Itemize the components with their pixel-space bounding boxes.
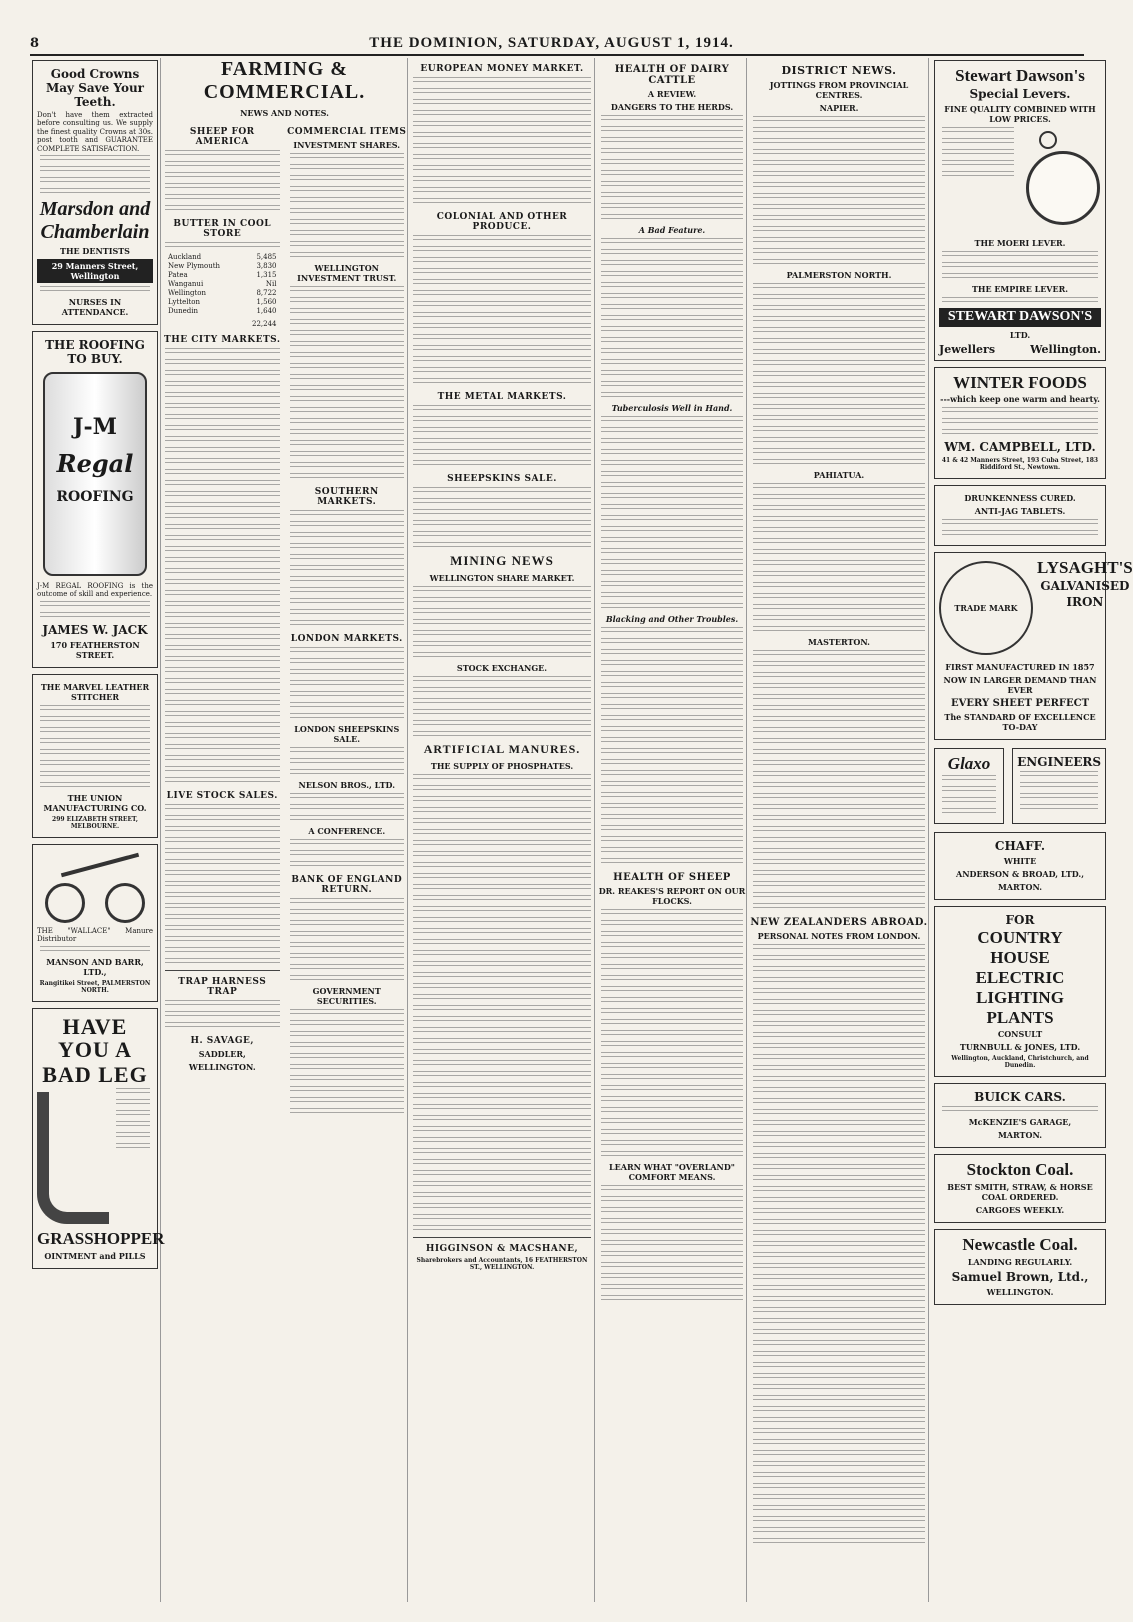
- chaff-head: CHAFF.: [994, 839, 1046, 854]
- lysaght-now: NOW IN LARGER DEMAND THAN EVER: [943, 675, 1097, 696]
- higginson-firm: HIGGINSON & MACSHANE,: [425, 1244, 579, 1254]
- butter-row: [168, 289, 277, 298]
- sheep-head: SHEEP FOR AMERICA: [189, 127, 255, 147]
- london-head: LONDON MARKETS.: [290, 634, 403, 644]
- lysaght-name: LYSAGHT'S: [1037, 558, 1133, 578]
- lysaght-sub2: IRON: [1066, 595, 1104, 610]
- column-district: [750, 58, 929, 1602]
- butter-head: BUTTER IN COOL STORE: [173, 219, 272, 239]
- higginson-address: Sharebrokers and Accountants, 16 FEATHERSTON ST., WELLINGTON.: [416, 1257, 588, 1271]
- column-farming: [162, 58, 408, 1602]
- can-label-roofing: ROOFING: [56, 488, 134, 505]
- country-l3: HOUSE: [990, 948, 1050, 968]
- ad-roofing: [32, 331, 158, 668]
- column-ads-left: [30, 58, 165, 1602]
- badleg-foot: OINTMENT and PILLS: [44, 1250, 146, 1261]
- dairy-review: A REVIEW.: [647, 89, 697, 99]
- drunk-head: DRUNKENNESS CURED.: [964, 493, 1076, 504]
- sheep-health-head: HEALTH OF SHEEP: [613, 872, 731, 883]
- napier-head: NAPIER.: [819, 103, 859, 113]
- southern-head: SOUTHERN MARKETS.: [314, 487, 379, 507]
- ad-drunkenness: [934, 485, 1106, 546]
- ad-winter-foods: [934, 367, 1106, 480]
- butter-row: [168, 253, 277, 262]
- roofing-agent: JAMES W. JACK: [42, 622, 148, 637]
- bank-head: BANK OF ENGLAND RETURN.: [291, 875, 403, 895]
- dawson-footer: STEWART DAWSON'S: [939, 308, 1101, 327]
- ad-stitcher: [32, 674, 158, 838]
- artificial-manures-head: ARTIFICIAL MANURES.: [423, 742, 581, 756]
- ad-teeth-title: Good Crowns May Save Your Teeth.: [45, 67, 144, 109]
- ad-stockton-coal: [934, 1154, 1106, 1223]
- dawson-jewellers: Jewellers: [939, 342, 996, 356]
- ad-wallace: [32, 844, 158, 1002]
- butter-row: [168, 307, 277, 316]
- nelson-head: NELSON BROS., LTD.: [298, 780, 395, 790]
- campbell-address: 41 & 42 Manners Street, 193 Cuba Street, 183 Riddiford St., Newtown.: [941, 457, 1099, 472]
- dentist-tag: THE DENTISTS: [60, 245, 130, 256]
- can-label-regal: Regal: [56, 448, 134, 478]
- ad-glaxo: [934, 748, 1004, 824]
- butter-total: 22,244: [252, 320, 277, 328]
- stitcher-maker: THE UNION MANUFACTURING CO.: [43, 792, 147, 813]
- watch-icon: [1021, 131, 1101, 231]
- dawson-title: Stewart Dawson's: [955, 66, 1085, 85]
- farming-sub: NEWS AND NOTES.: [240, 108, 329, 118]
- stitcher-address: 299 ELIZABETH STREET, MELBOURNE.: [52, 815, 138, 830]
- country-l1: FOR: [1005, 913, 1035, 928]
- badleg-brand: GRASSHOPPER: [37, 1228, 165, 1248]
- stitcher-head: THE MARVEL LEATHER STITCHER: [40, 681, 150, 702]
- live-stock-head: LIVE STOCK SALES.: [166, 791, 278, 801]
- stockton-firm: BEST SMITH, STRAW, & HORSE COAL ORDERED.: [947, 1182, 1093, 1203]
- dawson-ltd: LTD.: [1009, 329, 1031, 340]
- roofing-can-image: [43, 372, 147, 576]
- city-markets-head: THE CITY MARKETS.: [164, 335, 281, 345]
- commercial-head: COMMERCIAL ITEMS: [287, 127, 407, 137]
- wallace-address: Rangitikei Street, PALMERSTON NORTH.: [39, 979, 151, 994]
- butter-boxes: 1,640: [256, 307, 277, 315]
- badleg-head-2: BAD LEG: [42, 1061, 148, 1087]
- country-l6: PLANTS: [986, 1007, 1054, 1027]
- gov-securities-head: GOVERNMENT SECURITIES.: [312, 986, 381, 1006]
- butter-boxes: Nil: [265, 280, 277, 288]
- savage-name: H. SAVAGE,: [190, 1036, 255, 1046]
- stockton-head: Stockton Coal.: [966, 1160, 1074, 1180]
- can-label-jm: J-M: [73, 413, 117, 440]
- newcastle-city: WELLINGTON.: [986, 1287, 1054, 1298]
- butter-place: Auckland: [168, 253, 202, 261]
- dawson-sub: Special Levers.: [969, 86, 1071, 101]
- lysaght-every: EVERY SHEET PERFECT: [950, 698, 1090, 710]
- mining-news-head: MINING NEWS: [450, 553, 554, 568]
- trap-ad-head: TRAP HARNESS TRAP: [178, 977, 267, 997]
- ad-lysaght: [934, 552, 1133, 740]
- stockton-cargoes: CARGOES WEEKLY.: [975, 1205, 1065, 1216]
- district-news-head: DISTRICT NEWS.: [781, 64, 897, 77]
- butter-place: New Plymouth: [168, 262, 221, 270]
- butter-boxes: 5,485: [256, 253, 277, 261]
- stock-exchange-head: STOCK EXCHANGE.: [456, 663, 548, 673]
- newcastle-head: Newcastle Coal.: [962, 1235, 1078, 1255]
- london-sheepskins: LONDON SHEEPSKINS SALE.: [294, 724, 400, 744]
- chaff-firm: ANDERSON & BROAD, LTD.,: [955, 869, 1084, 880]
- drunk-sub: ANTI-JAG TABLETS.: [974, 506, 1066, 517]
- savage-trade: SADDLER,: [198, 1049, 246, 1059]
- butter-place: Dunedin: [168, 307, 198, 315]
- trade-mark-icon: [939, 561, 1033, 655]
- ad-chaff: [934, 832, 1106, 900]
- sheepskins-head: SHEEPSKINS SALE.: [447, 474, 557, 484]
- dentist-name-2: Chamberlain: [40, 220, 150, 243]
- money-market-head: EUROPEAN MONEY MARKET.: [420, 64, 584, 74]
- chaff-white: WHITE: [1003, 856, 1037, 867]
- ad-newcastle-coal: [934, 1229, 1106, 1305]
- dairy-dangers: DANGERS TO THE HERDS.: [610, 102, 734, 112]
- ad-bad-leg: [32, 1008, 165, 1269]
- metal-markets-head: THE METAL MARKETS.: [437, 392, 567, 402]
- moeri-lever: THE MOERI LEVER.: [974, 237, 1066, 248]
- lysaght-sub1: GALVANISED: [1040, 579, 1130, 594]
- leg-image: [37, 1092, 109, 1224]
- ad-electric-lighting: [934, 906, 1106, 1077]
- reakes-report: DR. REAKES'S REPORT ON OUR FLOCKS.: [598, 886, 746, 906]
- ad-teeth: [32, 60, 158, 325]
- butter-place: Patea: [168, 271, 188, 279]
- wallace-text: THE "WALLACE" Manure Distributor: [37, 926, 153, 944]
- butter-boxes: 1,560: [256, 298, 277, 306]
- butter-place: Wellington: [168, 289, 207, 297]
- newcastle-firm: Samuel Brown, Ltd.,: [951, 1270, 1089, 1285]
- conference-head: A CONFERENCE.: [308, 826, 386, 836]
- column-markets: [410, 58, 595, 1602]
- share-market-head: WELLINGTON SHARE MARKET.: [429, 573, 575, 583]
- country-consult: CONSULT: [997, 1029, 1043, 1040]
- farming-headline: FARMING & COMMERCIAL.: [203, 58, 366, 103]
- butter-place: Lyttelton: [168, 298, 201, 306]
- blacking-head: Blacking and Other Troubles.: [605, 614, 739, 624]
- abroad-head: NEW ZEALANDERS ABROAD.: [750, 917, 928, 928]
- masthead: [30, 32, 1084, 56]
- chaff-place: MARTON.: [997, 882, 1043, 893]
- butter-boxes: 3,830: [256, 262, 277, 270]
- dawson-line: FINE QUALITY COMBINED WITH LOW PRICES.: [944, 103, 1096, 124]
- roofing-address: 170 FEATHERSTON STREET.: [50, 639, 140, 660]
- savage-city: WELLINGTON.: [188, 1062, 256, 1072]
- winter-head-1: WINTER FOODS: [953, 372, 1087, 392]
- roofing-caption: J-M REGAL ROOFING is the outcome of skill and experience.: [37, 581, 153, 599]
- wallace-firm: MANSON AND BARR, LTD.,: [46, 956, 144, 977]
- country-cities: Wellington, Auckland, Christchurch, and Dunedin.: [951, 1055, 1089, 1070]
- manure-distributor-image: [40, 853, 150, 923]
- district-sub: JOTTINGS FROM PROVINCIAL CENTRES.: [769, 80, 909, 100]
- dawson-city: Wellington.: [1030, 342, 1101, 356]
- butter-row: [168, 262, 277, 271]
- butter-boxes: 8,722: [256, 289, 277, 297]
- masterton-head: MASTERTON.: [808, 637, 870, 647]
- lysaght-first: FIRST MANUFACTURED IN 1857: [945, 662, 1095, 673]
- newspaper-title: THE DOMINION, SATURDAY, AUGUST 1, 1914.: [369, 34, 734, 51]
- butter-row: [168, 280, 277, 289]
- ad-engineers: [1012, 748, 1106, 824]
- column-health: [598, 58, 747, 1602]
- investment-head: INVESTMENT SHARES.: [293, 140, 401, 150]
- lysaght-std: The STANDARD OF EXCELLENCE TO-DAY: [944, 712, 1096, 733]
- pahiatua-head: PAHIATUA.: [813, 470, 865, 480]
- personal-notes: PERSONAL NOTES FROM LONDON.: [757, 931, 921, 941]
- dentist-name-1: Marsdon and: [39, 197, 151, 220]
- trade-mark-label: TRADE MARK: [954, 603, 1018, 614]
- ad-buick: [934, 1083, 1106, 1148]
- page-number: 8: [30, 35, 40, 51]
- column-ads-right: [932, 58, 1133, 1602]
- wellington-trust-head: WELLINGTON INVESTMENT TRUST.: [297, 263, 397, 283]
- newcastle-landing: LANDING REGULARLY.: [967, 1257, 1073, 1268]
- country-l4: ELECTRIC: [975, 967, 1065, 987]
- buick-head: BUICK CARS.: [974, 1090, 1066, 1105]
- country-firm: TURNBULL & JONES, LTD.: [959, 1042, 1081, 1053]
- country-l5: LIGHTING: [976, 987, 1064, 1007]
- engineers-head: ENGINEERS: [1017, 755, 1101, 770]
- ad-teeth-body: Don't have them extracted before consulting us. We supply the finest quality Crowns at 30s. post tooth and GUARANTEE COMPLETE SATISFACTION.: [37, 111, 153, 153]
- campbell-firm: WM. CAMPBELL, LTD.: [944, 440, 1096, 455]
- dairy-health-head: HEALTH OF DAIRY CATTLE: [614, 64, 730, 86]
- butter-row: [168, 298, 277, 307]
- tuberculosis-head: Tuberculosis Well in Hand.: [611, 403, 733, 413]
- buick-firm: McKENZIE'S GARAGE,: [968, 1117, 1072, 1128]
- butter-place: Wanganui: [168, 280, 204, 288]
- colonial-produce-head: COLONIAL AND OTHER PRODUCE.: [436, 212, 568, 232]
- dentist-nurses: NURSES IN ATTENDANCE.: [61, 296, 129, 317]
- butter-boxes: 1,315: [256, 271, 277, 279]
- badleg-head-1: HAVE YOU A: [57, 1013, 133, 1062]
- empire-lever: THE EMPIRE LEVER.: [971, 283, 1069, 294]
- phosphates-sub: THE SUPPLY OF PHOSPHATES.: [430, 761, 574, 771]
- butter-table: [168, 253, 277, 316]
- dentist-address: 29 Manners Street, Wellington: [37, 259, 153, 283]
- butter-row: [168, 271, 277, 280]
- roofing-head: THE ROOFING TO BUY.: [45, 337, 145, 366]
- winter-head-2: ---which keep one warm and hearty.: [940, 394, 1100, 405]
- ad-stewart-dawson: [934, 60, 1106, 361]
- overland-ad: LEARN WHAT "OVERLAND" COMFORT MEANS.: [609, 1162, 735, 1182]
- glaxo-logo: Glaxo: [947, 754, 991, 774]
- country-l2: COUNTRY: [977, 928, 1063, 948]
- palmerston-head: PALMERSTON NORTH.: [786, 270, 892, 280]
- bad-feature-head: A Bad Feature.: [638, 225, 706, 235]
- buick-place: MARTON.: [997, 1130, 1043, 1141]
